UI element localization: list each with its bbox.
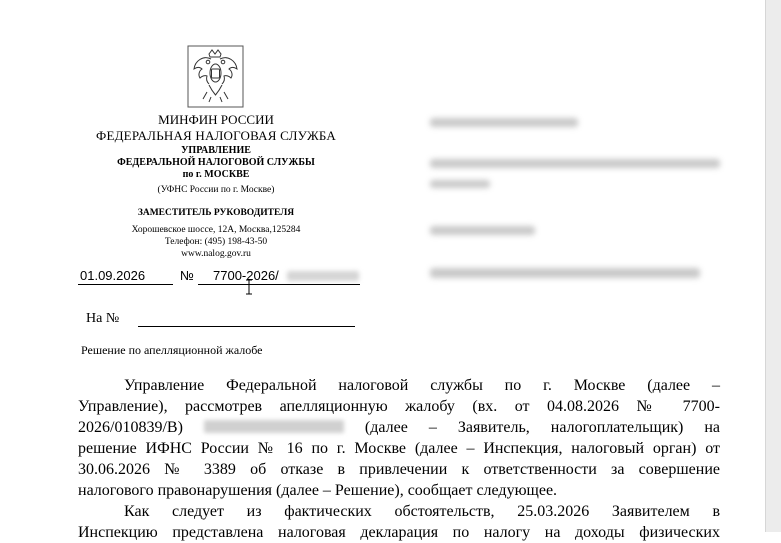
number-underline	[198, 284, 360, 285]
redacted-recipient-line	[430, 180, 490, 188]
department-line: по г. МОСКВЕ	[182, 169, 250, 180]
reply-to-label: На №	[86, 311, 120, 326]
redacted-applicant	[204, 420, 344, 433]
text-cursor-icon	[245, 279, 253, 295]
body-line: Управление Федеральной налоговой службы по г. Москве (далее –	[124, 377, 720, 394]
department-abbreviation: (УФНС России по г. Москве)	[157, 185, 275, 195]
service-name: ФЕДЕРАЛЬНАЯ НАЛОГОВАЯ СЛУЖБА	[96, 128, 336, 143]
body-fragment: 2026/010839/В)	[78, 419, 183, 436]
signatory-position: ЗАМЕСТИТЕЛЬ РУКОВОДИТЕЛЯ	[137, 208, 295, 218]
website-line: www.nalog.gov.ru	[181, 249, 251, 259]
vertical-scrollbar[interactable]	[765, 0, 781, 532]
body-line: налогового правонарушения (далее – Решение), сообщает следующее.	[78, 482, 558, 499]
number-sign: №	[180, 268, 194, 283]
reply-to-underline	[138, 326, 355, 327]
body-line: решение ИФНС России № 16 по г. Москве (далее – Инспекция, налоговый орган) от	[78, 440, 720, 457]
letter-body	[78, 375, 720, 543]
address-line: Хорошевское шоссе, 12А, Москва,125284	[131, 225, 301, 235]
body-line: Управление), рассмотрев апелляционную жалобу (вх. от 04.08.2026 № 7700-	[78, 398, 720, 415]
department-line: УПРАВЛЕНИЕ	[181, 145, 251, 156]
body-fragment: (далее – Заявитель, налогоплательщик) на	[364, 419, 721, 436]
body-line: 30.06.2026 № 3389 об отказе в привлечении к ответственности за совершение	[78, 461, 720, 478]
body-line: Как следует из фактических обстоятельств, 25.03.2026 Заявителем в	[124, 503, 720, 520]
body-line: Инспекцию представлена налоговая декларация по налогу на доходы физических	[78, 524, 720, 541]
outgoing-number: 7700-2026/	[213, 268, 279, 283]
department-line: ФЕДЕРАЛЬНОЙ НАЛОГОВОЙ СЛУЖБЫ	[117, 157, 315, 168]
redacted-number	[287, 271, 359, 281]
ministry-name: МИНФИН РОССИИ	[158, 112, 274, 127]
department-name	[60, 145, 372, 181]
phone-line: Телефон: (495) 198-43-50	[164, 237, 268, 247]
redacted-recipient-line	[430, 268, 700, 278]
redacted-recipient-line	[430, 226, 535, 235]
redacted-recipient-line	[430, 118, 578, 127]
redacted-recipient-line	[430, 159, 720, 168]
address-block	[60, 224, 372, 260]
coat-of-arms-icon	[187, 45, 244, 108]
body-line	[78, 417, 720, 438]
letter-subject: Решение по апелляционной жалобе	[81, 343, 263, 357]
outgoing-date: 01.09.2026	[80, 268, 146, 283]
date-underline	[78, 284, 173, 285]
